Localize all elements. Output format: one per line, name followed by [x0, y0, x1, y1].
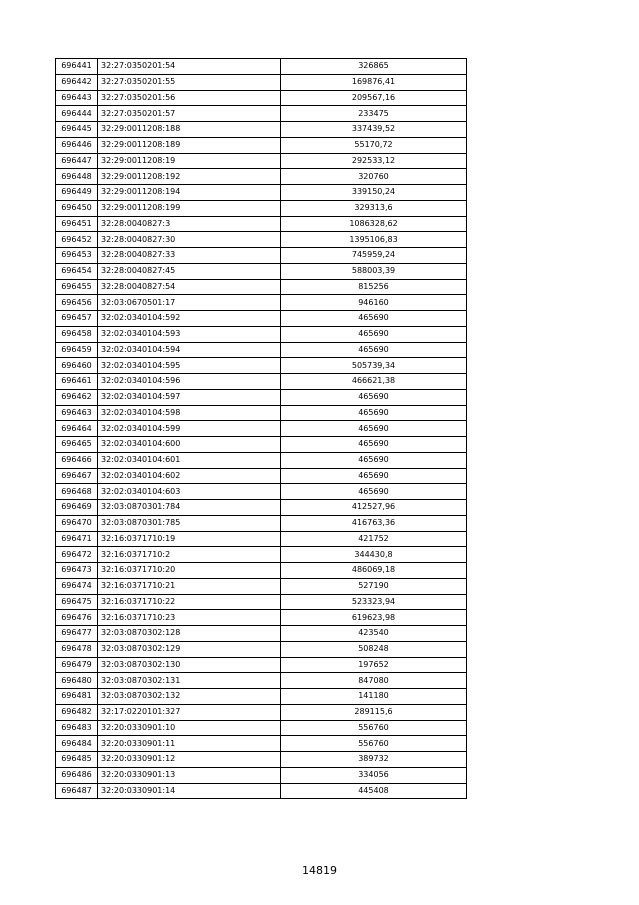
cadastral-number-cell: 32:20:0330901:10 [98, 720, 281, 736]
cadastral-number-cell: 32:16:0371710:23 [98, 610, 281, 626]
row-id-cell: 696459 [56, 342, 98, 358]
value-cell: 847080 [281, 673, 467, 689]
row-id-cell: 696473 [56, 563, 98, 579]
row-id-cell: 696468 [56, 484, 98, 500]
cadastral-number-cell: 32:02:0340104:594 [98, 342, 281, 358]
value-cell: 1395106,83 [281, 232, 467, 248]
table-row [56, 358, 467, 374]
value-cell: 527190 [281, 578, 467, 594]
value-cell: 505739,34 [281, 358, 467, 374]
row-id-cell: 696453 [56, 248, 98, 264]
row-id-cell: 696445 [56, 122, 98, 138]
value-cell: 588003,39 [281, 263, 467, 279]
cadastral-number-cell: 32:20:0330901:13 [98, 767, 281, 783]
value-cell: 412527,96 [281, 500, 467, 516]
table-row [56, 106, 467, 122]
table-row [56, 389, 467, 405]
cadastral-number-cell: 32:28:0040827:3 [98, 216, 281, 232]
row-id-cell: 696460 [56, 358, 98, 374]
table-row [56, 578, 467, 594]
value-cell: 326865 [281, 59, 467, 75]
table-row [56, 767, 467, 783]
value-cell: 465690 [281, 468, 467, 484]
row-id-cell: 696483 [56, 720, 98, 736]
cadastral-number-cell: 32:20:0330901:12 [98, 752, 281, 768]
row-id-cell: 696467 [56, 468, 98, 484]
cadastral-number-cell: 32:28:0040827:54 [98, 279, 281, 295]
value-cell: 465690 [281, 437, 467, 453]
table-row [56, 736, 467, 752]
cadastral-number-cell: 32:17:0220101:327 [98, 704, 281, 720]
table-row [56, 673, 467, 689]
row-id-cell: 696456 [56, 295, 98, 311]
row-id-cell: 696441 [56, 59, 98, 75]
table-row [56, 484, 467, 500]
table-row [56, 720, 467, 736]
table-row [56, 232, 467, 248]
cadastral-number-cell: 32:16:0371710:20 [98, 563, 281, 579]
row-id-cell: 696457 [56, 311, 98, 327]
row-id-cell: 696449 [56, 185, 98, 201]
value-cell: 508248 [281, 641, 467, 657]
row-id-cell: 696464 [56, 421, 98, 437]
cadastral-number-cell: 32:16:0371710:19 [98, 531, 281, 547]
row-id-cell: 696466 [56, 452, 98, 468]
value-cell: 445408 [281, 783, 467, 799]
cadastral-number-cell: 32:03:0870301:784 [98, 500, 281, 516]
cadastral-number-cell: 32:20:0330901:11 [98, 736, 281, 752]
row-id-cell: 696477 [56, 626, 98, 642]
table-row [56, 783, 467, 799]
table-row [56, 405, 467, 421]
row-id-cell: 696458 [56, 326, 98, 342]
cadastral-number-cell: 32:02:0340104:600 [98, 437, 281, 453]
value-cell: 169876,41 [281, 74, 467, 90]
value-cell: 465690 [281, 405, 467, 421]
table-row [56, 279, 467, 295]
value-cell: 523323,94 [281, 594, 467, 610]
table-row [56, 248, 467, 264]
value-cell: 416763,36 [281, 515, 467, 531]
value-cell: 486069,18 [281, 563, 467, 579]
table-row [56, 594, 467, 610]
row-id-cell: 696474 [56, 578, 98, 594]
value-cell: 556760 [281, 720, 467, 736]
table-body [56, 59, 467, 799]
cadastral-number-cell: 32:02:0340104:601 [98, 452, 281, 468]
table-row [56, 437, 467, 453]
cadastral-number-cell: 32:03:0870302:131 [98, 673, 281, 689]
table-row [56, 342, 467, 358]
value-cell: 337439,52 [281, 122, 467, 138]
value-cell: 466621,38 [281, 374, 467, 390]
row-id-cell: 696442 [56, 74, 98, 90]
row-id-cell: 696485 [56, 752, 98, 768]
cadastral-number-cell: 32:29:0011208:194 [98, 185, 281, 201]
value-cell: 745959,24 [281, 248, 467, 264]
row-id-cell: 696479 [56, 657, 98, 673]
table-row [56, 468, 467, 484]
cadastral-number-cell: 32:03:0870301:785 [98, 515, 281, 531]
row-id-cell: 696448 [56, 169, 98, 185]
value-cell: 339150,24 [281, 185, 467, 201]
row-id-cell: 696455 [56, 279, 98, 295]
value-cell: 389732 [281, 752, 467, 768]
cadastral-number-cell: 32:16:0371710:22 [98, 594, 281, 610]
table-row [56, 626, 467, 642]
row-id-cell: 696465 [56, 437, 98, 453]
table-row [56, 153, 467, 169]
value-cell: 344430,8 [281, 547, 467, 563]
page-number: 14819 [302, 864, 337, 877]
value-cell: 334056 [281, 767, 467, 783]
cadastral-number-cell: 32:28:0040827:33 [98, 248, 281, 264]
cadastral-number-cell: 32:29:0011208:189 [98, 137, 281, 153]
table-row [56, 263, 467, 279]
cadastral-number-cell: 32:02:0340104:593 [98, 326, 281, 342]
cadastral-number-cell: 32:16:0371710:2 [98, 547, 281, 563]
table-row [56, 90, 467, 106]
row-id-cell: 696446 [56, 137, 98, 153]
value-cell: 465690 [281, 389, 467, 405]
cadastral-number-cell: 32:16:0371710:21 [98, 578, 281, 594]
table-row [56, 610, 467, 626]
cadastral-number-cell: 32:29:0011208:19 [98, 153, 281, 169]
table-row [56, 704, 467, 720]
cadastral-number-cell: 32:28:0040827:30 [98, 232, 281, 248]
table-row [56, 500, 467, 516]
row-id-cell: 696472 [56, 547, 98, 563]
table-row [56, 185, 467, 201]
value-cell: 421752 [281, 531, 467, 547]
row-id-cell: 696469 [56, 500, 98, 516]
table-row [56, 563, 467, 579]
table-row [56, 374, 467, 390]
table-row [56, 59, 467, 75]
value-cell: 946160 [281, 295, 467, 311]
table-row [56, 641, 467, 657]
table-row [56, 547, 467, 563]
cadastral-number-cell: 32:02:0340104:596 [98, 374, 281, 390]
row-id-cell: 696480 [56, 673, 98, 689]
cadastral-number-cell: 32:02:0340104:598 [98, 405, 281, 421]
row-id-cell: 696487 [56, 783, 98, 799]
table-row [56, 122, 467, 138]
cadastral-value-table [55, 58, 467, 799]
cadastral-number-cell: 32:03:0870302:130 [98, 657, 281, 673]
value-cell: 233475 [281, 106, 467, 122]
table-row [56, 169, 467, 185]
cadastral-number-cell: 32:03:0870302:132 [98, 689, 281, 705]
row-id-cell: 696482 [56, 704, 98, 720]
cadastral-number-cell: 32:02:0340104:602 [98, 468, 281, 484]
row-id-cell: 696471 [56, 531, 98, 547]
cadastral-number-cell: 32:03:0870302:128 [98, 626, 281, 642]
table-row [56, 326, 467, 342]
cadastral-number-cell: 32:02:0340104:595 [98, 358, 281, 374]
row-id-cell: 696443 [56, 90, 98, 106]
row-id-cell: 696486 [56, 767, 98, 783]
value-cell: 197652 [281, 657, 467, 673]
value-cell: 556760 [281, 736, 467, 752]
row-id-cell: 696481 [56, 689, 98, 705]
cadastral-number-cell: 32:02:0340104:603 [98, 484, 281, 500]
table-row [56, 531, 467, 547]
value-cell: 292533,12 [281, 153, 467, 169]
row-id-cell: 696461 [56, 374, 98, 390]
value-cell: 55170,72 [281, 137, 467, 153]
value-cell: 465690 [281, 421, 467, 437]
table-row [56, 515, 467, 531]
cadastral-number-cell: 32:27:0350201:57 [98, 106, 281, 122]
row-id-cell: 696475 [56, 594, 98, 610]
table-row [56, 137, 467, 153]
value-cell: 815256 [281, 279, 467, 295]
row-id-cell: 696450 [56, 200, 98, 216]
value-cell: 141180 [281, 689, 467, 705]
row-id-cell: 696478 [56, 641, 98, 657]
row-id-cell: 696462 [56, 389, 98, 405]
table-row [56, 752, 467, 768]
table-row [56, 452, 467, 468]
row-id-cell: 696444 [56, 106, 98, 122]
row-id-cell: 696451 [56, 216, 98, 232]
cadastral-number-cell: 32:02:0340104:592 [98, 311, 281, 327]
cadastral-number-cell: 32:03:0870302:129 [98, 641, 281, 657]
row-id-cell: 696454 [56, 263, 98, 279]
cadastral-number-cell: 32:29:0011208:199 [98, 200, 281, 216]
row-id-cell: 696452 [56, 232, 98, 248]
table-row [56, 200, 467, 216]
cadastral-number-cell: 32:27:0350201:55 [98, 74, 281, 90]
cadastral-number-cell: 32:20:0330901:14 [98, 783, 281, 799]
table-row [56, 421, 467, 437]
cadastral-number-cell: 32:29:0011208:192 [98, 169, 281, 185]
cadastral-number-cell: 32:29:0011208:188 [98, 122, 281, 138]
cadastral-number-cell: 32:02:0340104:597 [98, 389, 281, 405]
cadastral-number-cell: 32:02:0340104:599 [98, 421, 281, 437]
value-cell: 465690 [281, 326, 467, 342]
value-cell: 209567,16 [281, 90, 467, 106]
row-id-cell: 696476 [56, 610, 98, 626]
value-cell: 423540 [281, 626, 467, 642]
row-id-cell: 696447 [56, 153, 98, 169]
value-cell: 465690 [281, 311, 467, 327]
value-cell: 619623,98 [281, 610, 467, 626]
table-row [56, 74, 467, 90]
table-row [56, 657, 467, 673]
value-cell: 465690 [281, 484, 467, 500]
cadastral-number-cell: 32:27:0350201:54 [98, 59, 281, 75]
table-row [56, 689, 467, 705]
cadastral-number-cell: 32:03:0670501:17 [98, 295, 281, 311]
value-cell: 289115,6 [281, 704, 467, 720]
value-cell: 320760 [281, 169, 467, 185]
row-id-cell: 696470 [56, 515, 98, 531]
value-cell: 329313,6 [281, 200, 467, 216]
table-row [56, 295, 467, 311]
row-id-cell: 696463 [56, 405, 98, 421]
value-cell: 1086328,62 [281, 216, 467, 232]
cadastral-number-cell: 32:28:0040827:45 [98, 263, 281, 279]
value-cell: 465690 [281, 342, 467, 358]
cadastral-number-cell: 32:27:0350201:56 [98, 90, 281, 106]
value-cell: 465690 [281, 452, 467, 468]
table-row [56, 216, 467, 232]
table-row [56, 311, 467, 327]
row-id-cell: 696484 [56, 736, 98, 752]
